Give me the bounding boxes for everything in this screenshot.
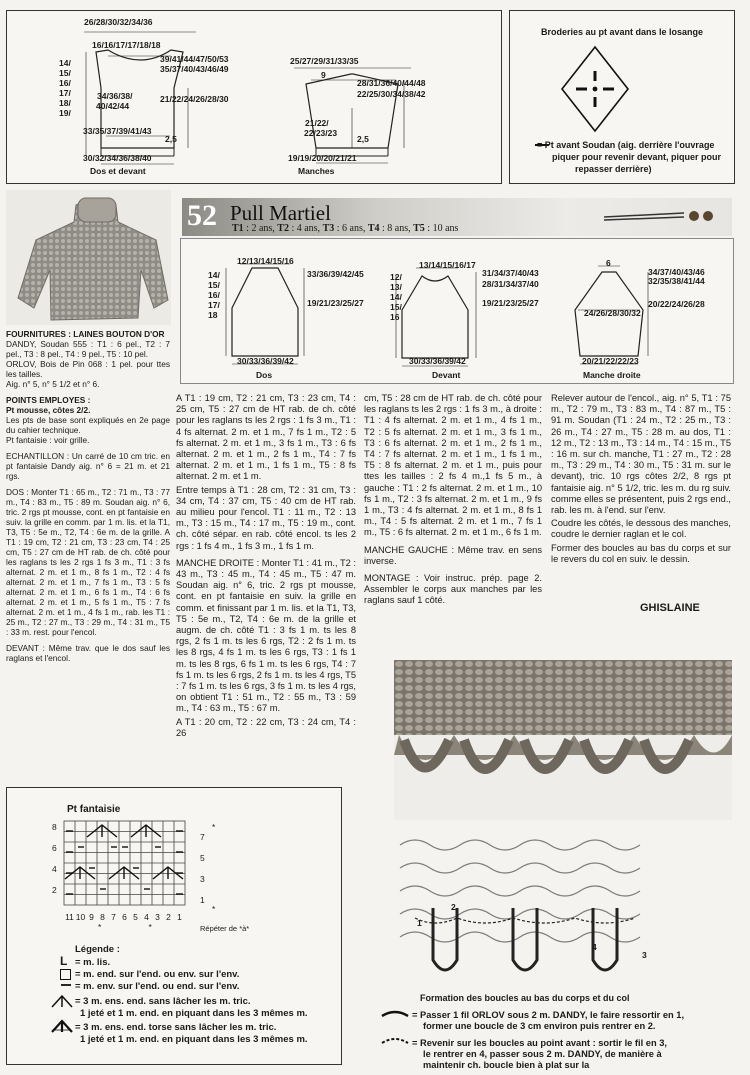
loop-mark: 2 bbox=[451, 902, 456, 912]
right-b-paragraph-3: Former des boucles au bas du corps et sur le revers du col en suiv. le dessin. bbox=[551, 542, 731, 564]
manche-right-measure-2: 32/35/38/41/44 bbox=[648, 276, 705, 286]
grid-row-label: 6 bbox=[52, 843, 57, 853]
dos-left-measure-2: 15/ bbox=[208, 280, 220, 290]
manche-top-measure: 6 bbox=[606, 258, 611, 268]
devant-left-measure-2: 13/ bbox=[390, 282, 402, 292]
legend-item-1: = m. lis. bbox=[75, 957, 111, 968]
body-center-measure-2: 40/42/44 bbox=[96, 101, 130, 111]
body-caption: Dos et devant bbox=[90, 166, 146, 176]
stitch-grid bbox=[56, 817, 206, 917]
devant-left-measure-4: 15/ bbox=[390, 302, 402, 312]
right-b-paragraph-1: Relever autour de l'encol., aig. n° 5, T1 : 75 m., T2 : 79 m., T3 : 83 m., T4 : 87 m., T5 : 91 m. Soudan (T1 : 24 m., T2 : 25 m., T3 : 26 m., T4 : 27 m., T5 : 28 m. au dos, T1 : 12 m., T2 : 13 m., T3 : 14 m., T4 : 15 m., T5 : 16 m. sur ch. manche, T1 : 27 m., T2 : 28 m., T3 : 29 m., T4 : 30 m., T5 : 31 m. sur le devant), tric. 10 rgs côtes 2/2, 8 rgs pt fantaisie aig. n° 5 1/2, tric. les m. du rg suiv. comme elles se présentent, puis 2 rgs end., rab. les m. à l'end. sur l'env. bbox=[551, 393, 731, 516]
embroidery-legend-2: piquer pour revenir devant, piquer pour bbox=[552, 152, 722, 162]
size-value: : 10 ans bbox=[424, 223, 459, 234]
devant-left-measure-1: 12/ bbox=[390, 272, 402, 282]
grid-row-label: 2 bbox=[52, 885, 57, 895]
signature: GHISLAINE bbox=[640, 602, 700, 614]
devant-right-measure-2: 28/31/34/37/40 bbox=[482, 279, 539, 289]
size-code: T1 bbox=[232, 223, 244, 234]
devant-top-measure: 13/14/15/16/17 bbox=[419, 260, 476, 270]
dos-width-measure: 30/33/36/39/42 bbox=[237, 356, 294, 366]
points-title: POINTS EMPLOYES : bbox=[6, 395, 91, 405]
dos-left-measure-3: 16/ bbox=[208, 290, 220, 300]
dos-left-measure-1: 14/ bbox=[208, 270, 220, 280]
loops-legend-1a: = Passer 1 fil ORLOV sous 2 m. DANDY, le faire ressortir en 1, bbox=[412, 1010, 685, 1020]
mid-paragraph-2: Entre temps à T1 : 28 cm, T2 : 31 cm, T3 : 34 cm, T4 : 37 cm, T5 : 40 cm de HT rab. au milieu pour l'encol. T1 : 11 m., T2 : 13 m., T3 : 15 m., T4 : 17 m., T5 : 19 m., cont. ch. côté sépar. en rab. côté encol. ts les 2 rgs : 1 fs 4 m., 1 fs 3 m., 1 fs 1 m. bbox=[176, 484, 356, 551]
montage-text: MONTAGE : Voir instruc. prép. page 2. Assembler le corps aux manches par les raglans sauf 1 côté. bbox=[364, 573, 542, 606]
right-a-paragraph-1: cm, T5 : 28 cm de HT rab. de ch. côté pour les raglans ts les 2 rgs : 1 fs 3 m., à droite : T1 : 4 fs alternat. 2 m. et 1 m., 4 fs 1 m., T2 : 5 fs alternat. 2 m. et 1 m., 3 fs 1 m., T3 : 6 fs alternat. 2 m. et 1 m., 2 fs 1 m., T4 : 7 fs alternat. 2 m. et 1 m., 1 fs 1 m., T5 : 8 fs alternat. 2 m. et 1 m., puis pour ttes les tailles : 2 fs 4 m.,1 fs 5 m., à gauche : T1 : 2 fs alternat. 2 m. et 1 m., 10 fs 1 m., T2 : 3 fs alternat. 2 m. et 1 m., 9 fs 1 m., T3 : 4 fs alternat. 2 m. et 1 m., 8 fs 1 m., T4 : 5 fs alternat. 2 m. et 1 m., 7 fs 1 m., T5 : 6 fs alternat. 2 m. et 1 m., 6 fs 1 m. bbox=[364, 393, 542, 538]
manche-droite-text: MANCHE DROITE : Monter T1 : 41 m., T2 : 43 m., T3 : 45 m., T4 : 45 m., T5 : 47 m. Soudan aig. n° 6, tric. 2 rgs pt mousse, cont. en pt fantaisie en suiv. la grille en comm. et finissant par 1 m. lis. et la T1, T3, T5 : 5e m., T2, T4 : 6e m. de la grille et augm. de ch. côté T1 : 3 fs 1 m. ts les 8 rgs, 2 fs 1 m. ts les 6 rgs, T2 : 2 fs 1 m. ts les 8 rgs, 4 fs 1 m. ts les 6 rgs, T3 : 1 fs 1 m. ts les 8 rgs, 6 fs 1 m. ts les 6 rgs, T4 : 7 fs 1 m. ts les 6 rgs, 2 fs 1 m. ts les 4 rgs, T5 : 7 fs 1 m. ts les 6 rgs, 3 fs 1 m. ts les 4 rgs, on obtient T1 : 51 m., T2 : 55 m., T3 : 59 m., T4 : 63 m., T5 : 67 m. bbox=[176, 557, 356, 714]
grid-col-label: 2 bbox=[166, 912, 171, 922]
loops-legend-1b: former une boucle de 3 cm environ puis rentrer en 2. bbox=[423, 1021, 656, 1031]
dos-text: DOS : Monter T1 : 65 m., T2 : 71 m., T3 : 77 m., T4 : 83 m., T5 : 89 m. Soudan aig. n° 6, tric. 2 rgs pt mousse, cont. en pt fantaisie en suiv. la grille en comm. par 1 m. lis. et la T1, T3, T5 : 5e m., T2, T4 : 6e m. de la grille. A T1 : 19 cm, T2 : 21 cm, T3 : 23 cm, T4 : 25 cm, T5 : 27 cm de HT rab. de ch. côté pour les raglans ts les 2 rgs 1 fs 3 m., T1 : 3 fs alternat. 2 m. et 1 m., 8 fs 1 m., T2 : 4 fs alternat. 2 m. et 1 m., 7 fs 1 m., T3 : 5 fs alternat. 2 m. et 1 m., 6 fs 1 m., T4 : 6 fs alternat. 2 m. et 1 m., 5 fs 1 m., T5 : 7 fs alternat. 2 m. et 1 m., 4 fs 1 m., rab. les T1 : 25 m., T2 : 27 m., T3 : 29 m., T4 : 31 m., T5 : 33 m. rest. pour l'encol. bbox=[6, 487, 170, 637]
grid-col-label: 1 bbox=[177, 912, 182, 922]
dos-caption: Dos bbox=[256, 370, 273, 380]
embroidery-legend-3: repasser derrière) bbox=[575, 164, 652, 174]
loops-legend-2b: le rentrer en 4, passer sous 2 m. DANDY, de manière à bbox=[423, 1049, 662, 1059]
devant-caption: Devant bbox=[432, 370, 461, 380]
sweater-photo bbox=[6, 190, 171, 325]
right-b-paragraph-2: Coudre les côtés, le dessous des manches, coudre le dernier raglan et le col. bbox=[551, 518, 731, 540]
points-line-3: Pt fantaisie : voir grille. bbox=[6, 435, 90, 445]
devant-left-measure-3: 14/ bbox=[390, 292, 402, 302]
legend-lis-icon: L bbox=[60, 954, 68, 968]
loop-mark: 1 bbox=[417, 918, 422, 928]
grid-column-labels bbox=[64, 912, 194, 922]
size-value: : 2 ans, bbox=[243, 223, 278, 234]
grid-col-label: 4 bbox=[144, 912, 149, 922]
grid-col-label: 7 bbox=[111, 912, 116, 922]
grid-repeat-label: Répéter de *à* bbox=[200, 924, 250, 933]
manche-right-measure-1: 34/37/40/43/46 bbox=[648, 267, 705, 277]
size-code: T3 bbox=[322, 223, 335, 234]
grid-row-label: 3 bbox=[200, 874, 205, 884]
fournitures-text: DANDY, Soudan 555 : T1 : 6 pel., T2 : 7 pel., T3 : 8 pel., T4 : 9 pel., T5 : 10 pel. bbox=[6, 339, 170, 359]
grid-col-label: 9 bbox=[89, 912, 94, 922]
body-width-measure: 30/32/34/36/38/40 bbox=[83, 153, 152, 163]
embroidery-diamond bbox=[560, 45, 630, 135]
body-center-measure-1: 34/36/38/ bbox=[97, 91, 133, 101]
echantillon-text: ECHANTILLON : Un carré de 10 cm tric. en pt fantaisie Dandy aig. n° 6 = 21 m. et 21 rgs. bbox=[6, 451, 170, 481]
sleeve-center-measure-1: 21/22/ bbox=[305, 118, 329, 128]
devant-text: DEVANT : Même trav. que le dos sauf les raglans et l'encol. bbox=[6, 643, 170, 663]
loops-legend-2a: = Revenir sur les boucles au point avant : sortir le fil en 3, bbox=[412, 1038, 667, 1048]
orlov-text: ORLOV, Bois de Pin 068 : 1 pel. pour ttes les tailles. bbox=[6, 359, 170, 379]
grid-repeat-stars: * * bbox=[98, 922, 152, 932]
legend-square-icon bbox=[60, 969, 71, 980]
body-left-measure-1: 14/ bbox=[59, 58, 71, 68]
loop-diagram bbox=[395, 830, 655, 1000]
loops-dashed-line-icon bbox=[380, 1035, 410, 1045]
fournitures-title: FOURNITURES : LAINES BOUTON D'OR bbox=[6, 329, 165, 339]
pattern-title: Pull Martiel bbox=[230, 201, 331, 225]
loops-title: Formation des boucles au bas du corps et du col bbox=[420, 993, 630, 1003]
manche-caption: Manche droite bbox=[583, 370, 641, 380]
size-code: T5 bbox=[413, 223, 425, 234]
needles-icon bbox=[604, 205, 724, 227]
mid-paragraph-3: A T1 : 20 cm, T2 : 22 cm, T3 : 24 cm, T4 : 26 bbox=[176, 716, 356, 738]
sleeve-right-measure-2: 22/25/30/34/38/42 bbox=[357, 89, 426, 99]
grid-row-label: 8 bbox=[52, 822, 57, 832]
sleeve-width-measure: 19/19/20/20/21/21 bbox=[288, 153, 357, 163]
body-left-measure-4: 17/ bbox=[59, 88, 71, 98]
sleeve-top-measure: 25/27/29/31/33/35 bbox=[290, 56, 359, 66]
pattern-number: 52 bbox=[187, 199, 217, 232]
body-left-measure-6: 19/ bbox=[59, 108, 71, 118]
body-shoulder-measure-1: 39/41/44/47/50/53 bbox=[160, 54, 229, 64]
loops-solid-line-icon bbox=[380, 1008, 410, 1018]
dos-left-measure-4: 17/ bbox=[208, 300, 220, 310]
sleeve-center-measure-2: 22/23/23 bbox=[304, 128, 338, 138]
points-line-1: Pt mousse, côtes 2/2. bbox=[6, 405, 91, 415]
embroidery-title: Broderies au pt avant dans le losange bbox=[541, 27, 704, 37]
grid-row-label: 1 bbox=[200, 895, 205, 905]
size-value: : 8 ans, bbox=[379, 223, 414, 234]
sleeve-inner-top: 9 bbox=[321, 70, 326, 80]
manche-width-measure: 20/21/22/22/23 bbox=[582, 356, 639, 366]
legend-decrease-icon bbox=[50, 994, 74, 1008]
grid-title: Pt fantaisie bbox=[67, 804, 121, 815]
grid-col-label: 6 bbox=[122, 912, 127, 922]
devant-left-measure-5: 16 bbox=[390, 312, 400, 322]
body-rib-measure: 2,5 bbox=[165, 134, 177, 144]
aig-text: Aig. n° 5, n° 5 1/2 et n° 6. bbox=[6, 379, 100, 389]
devant-width-measure: 30/33/36/39/42 bbox=[409, 356, 466, 366]
legend-title: Légende : bbox=[75, 944, 120, 955]
grid-col-label: 8 bbox=[100, 912, 105, 922]
embroidery-legend-1: = Pt avant Soudan (aig. derrière l'ouvrage bbox=[537, 140, 715, 150]
sizes-line bbox=[232, 223, 458, 235]
grid-star-top: * bbox=[212, 822, 216, 832]
sleeve-rib-measure: 2,5 bbox=[357, 134, 369, 144]
legend-decrease-twisted-icon bbox=[50, 1019, 74, 1033]
grid-col-label: 5 bbox=[133, 912, 138, 922]
body-left-measure-3: 16/ bbox=[59, 78, 71, 88]
body-shoulder-measure-2: 35/37/40/43/46/49 bbox=[160, 64, 229, 74]
right-column-a bbox=[364, 393, 542, 609]
grid-col-label: 11 bbox=[65, 912, 74, 922]
mid-paragraph-1: A T1 : 19 cm, T2 : 21 cm, T3 : 23 cm, T4 : 25 cm, T5 : 27 cm de HT rab. de ch. côté pour les raglans ts les 2 rgs : 1 fs 3 m., T1 : 4 fs alternat. 2 m. et 1 m., 7 fs 1 m., T2 : 5 fs alternat. 2 m. et 1 m., 3 fs 1 m., T3 : 6 fs alternat. 2 m. et 1 m., 2 fs 1 m., T4 : 7 fs alternat. 2 m. et 1 m., 1 fs 1 m., T5 : 8 fs alternat. 2 m. et 1 m. bbox=[176, 393, 356, 482]
body-bottom-inner-measure: 33/35/37/39/41/43 bbox=[83, 126, 152, 136]
body-left-measure-2: 15/ bbox=[59, 68, 71, 78]
left-column bbox=[6, 329, 170, 665]
legend-item-2: = m. end. sur l'end. ou env. sur l'env. bbox=[75, 969, 240, 980]
grid-col-label: 10 bbox=[75, 912, 86, 922]
dos-right-measure-2: 19/21/23/25/27 bbox=[307, 298, 364, 308]
middle-column bbox=[176, 393, 356, 741]
grid-row-label: 4 bbox=[52, 864, 57, 874]
loops-legend-2c: maintenir ch. boucle bien à plat sur la bbox=[423, 1060, 590, 1070]
legend-item-4: = 3 m. ens. end. sans lâcher les m. tric. bbox=[75, 996, 251, 1007]
sleeve-caption: Manches bbox=[298, 166, 335, 176]
loop-mark: 4 bbox=[592, 942, 597, 952]
devant-right-measure-3: 19/21/23/25/27 bbox=[482, 298, 539, 308]
manche-inner-measure: 24/26/28/30/32 bbox=[584, 308, 641, 318]
grid-row-label: 7 bbox=[200, 832, 205, 842]
devant-right-measure-1: 31/34/37/40/43 bbox=[482, 268, 539, 278]
dos-left-measure-5: 18 bbox=[208, 310, 218, 320]
loop-mark: 3 bbox=[642, 950, 647, 960]
body-right-measure: 21/22/24/26/28/30 bbox=[160, 94, 229, 104]
legend-item-3: = m. env. sur l'end. ou end. sur l'env. bbox=[75, 981, 240, 992]
points-line-2: Les pts de base sont expliqués en 2e page du cahier technique. bbox=[6, 415, 170, 435]
manche-gauche-text: MANCHE GAUCHE : Même trav. en sens inverse. bbox=[364, 544, 542, 566]
body-left-measure-5: 18/ bbox=[59, 98, 71, 108]
manche-right-measure-3: 20/22/24/26/28 bbox=[648, 299, 705, 309]
legend-item-7: 1 jeté et 1 m. end. en piquant dans les 3 mêmes m. bbox=[80, 1034, 308, 1045]
body-neck-measure: 16/16/17/17/18/18 bbox=[92, 40, 161, 50]
size-code: T4 bbox=[367, 223, 380, 234]
size-code: T2 bbox=[277, 223, 289, 234]
grid-star-bottom: * bbox=[212, 904, 216, 914]
legend-item-5: 1 jeté et 1 m. end. en piquant dans les 3 mêmes m. bbox=[80, 1008, 308, 1019]
body-top-measure: 26/28/30/32/34/36 bbox=[84, 17, 153, 27]
dos-top-measure: 12/13/14/15/16 bbox=[237, 256, 294, 266]
sleeve-right-measure-1: 28/31/36/40/44/48 bbox=[357, 78, 426, 88]
loop-photo bbox=[394, 660, 732, 820]
size-value: : 4 ans, bbox=[288, 223, 323, 234]
size-value: : 6 ans, bbox=[334, 223, 368, 234]
right-column-b bbox=[551, 393, 731, 567]
legend-item-6: = 3 m. ens. end. torse sans lâcher les m. tric. bbox=[75, 1022, 277, 1033]
grid-row-label: 5 bbox=[200, 853, 205, 863]
legend-dash-icon bbox=[60, 982, 72, 988]
grid-col-label: 3 bbox=[155, 912, 160, 922]
dos-right-measure-1: 33/36/39/42/45 bbox=[307, 269, 364, 279]
